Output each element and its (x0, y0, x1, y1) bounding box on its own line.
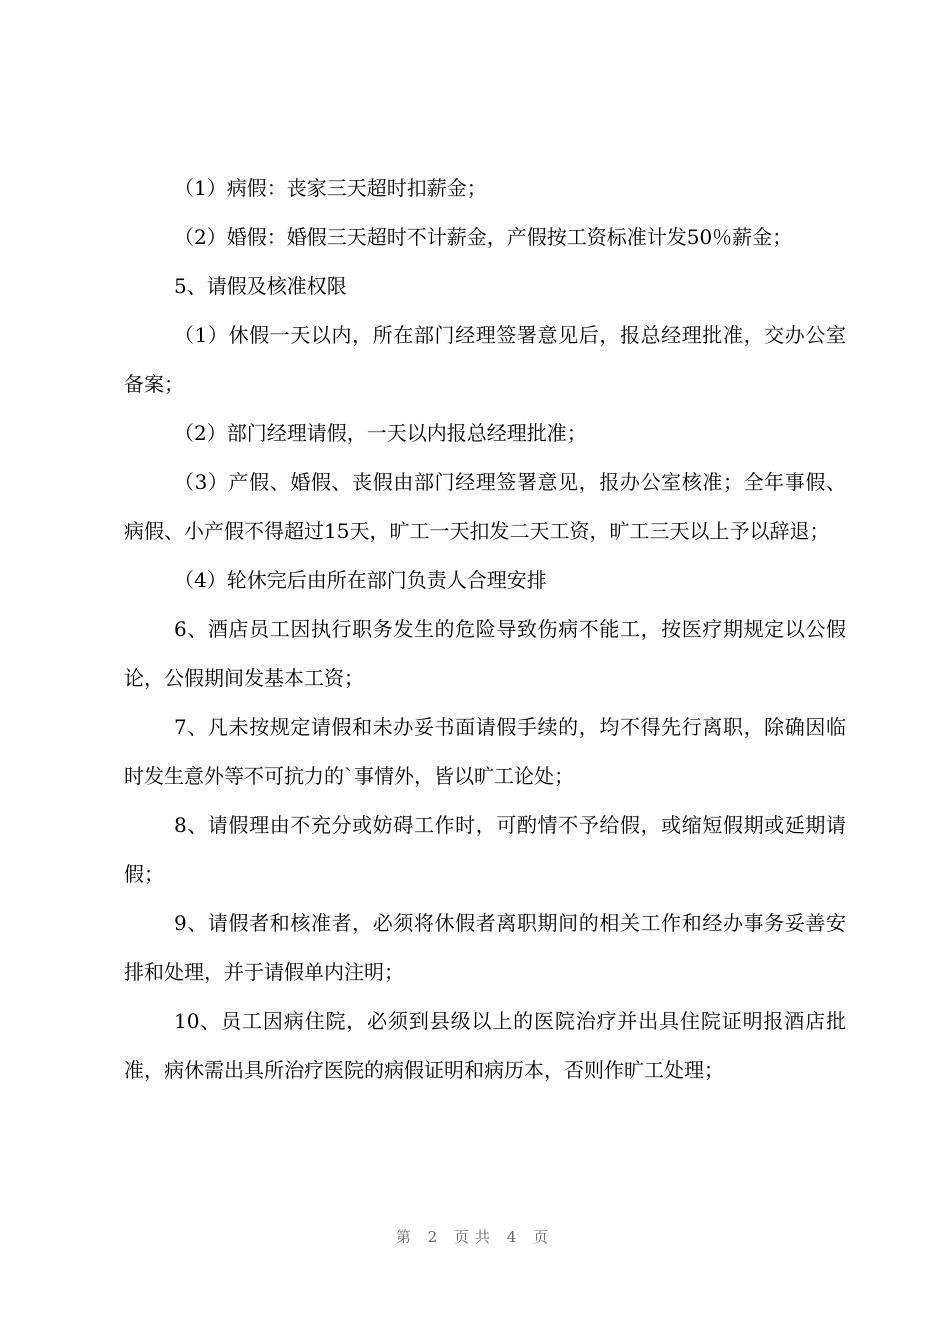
paragraph-item-7: 7、凡未按规定请假和未办妥书面请假手续的，均不得先行离职，除确因临时发生意外等不可抗力的`事情外，皆以旷工论处； (124, 715, 846, 788)
paragraph-section-5-heading: 5、请假及核准权限 (174, 274, 347, 298)
paragraph-item-6: 6、酒店员工因执行职务发生的危险导致伤病不能工，按医疗期规定以公假论，公假期间发基本工资； (124, 617, 846, 690)
page-footer: 第 2 页共 4 页 (395, 1228, 555, 1246)
paragraph-item-10: 10、员工因病住院，必须到县级以上的医院治疗并出具住院证明报酒店批准，病休需出具所治疗医院的病假证明和病历本，否则作旷工处理； (124, 1009, 846, 1082)
paragraph-item-8: 8、请假理由不充分或妨碍工作时，可酌情不予给假，或缩短假期或延期请假； (124, 813, 846, 886)
document-body (124, 164, 846, 1095)
paragraph-item-9: 9、请假者和核准者，必须将休假者离职期间的相关工作和经办事务妥善安排和处理，并于请假单内注明； (124, 911, 846, 984)
paragraph-sick-leave: （1）病假：丧家三天超时扣薪金； (174, 176, 487, 200)
paragraph-approval-3: （3）产假、婚假、丧假由部门经理签署意见，报办公室核准；全年事假、病假、小产假不得超过15天，旷工一天扣发二天工资，旷工三天以上予以辞退； (124, 470, 846, 543)
paragraph-approval-2: （2）部门经理请假，一天以内报总经理批准； (174, 421, 587, 445)
paragraph-approval-1: （1）休假一天以内，所在部门经理签署意见后，报总经理批准，交办公室备案； (124, 323, 846, 396)
paragraph-marriage-leave: （2）婚假：婚假三天超时不计薪金，产假按工资标准计发50％薪金； (174, 225, 793, 249)
paragraph-approval-4: （4）轮休完后由所在部门负责人合理安排 (174, 568, 547, 592)
